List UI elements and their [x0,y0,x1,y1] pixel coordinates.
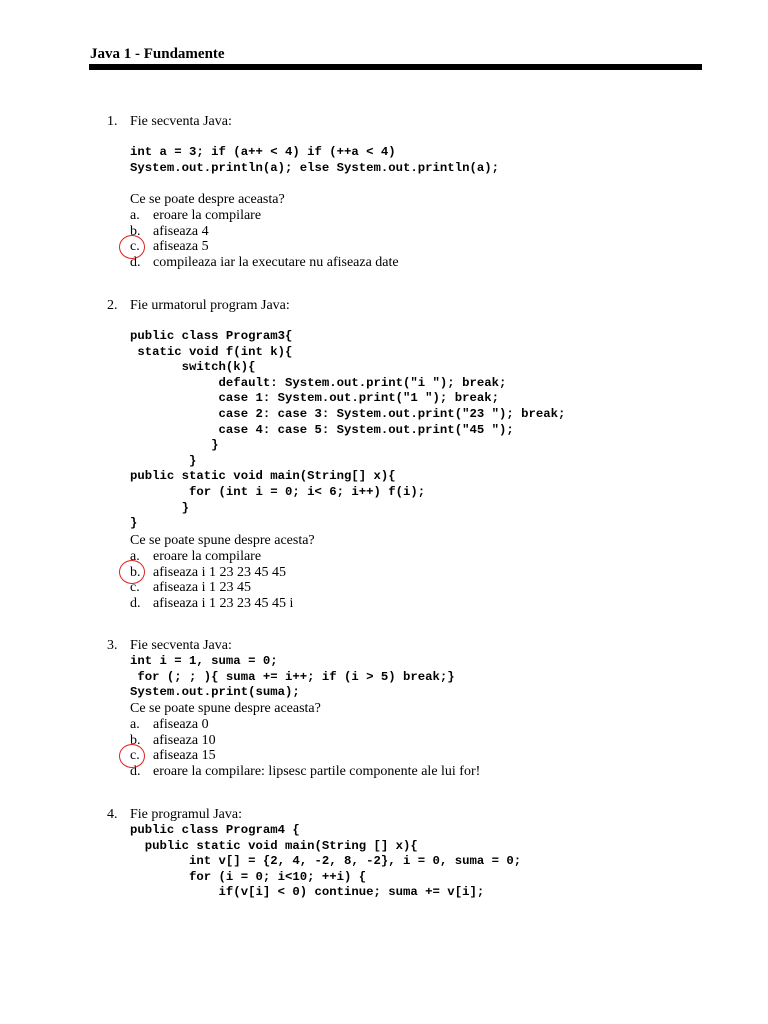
option-letter: d. [130,763,141,779]
header-rule [89,64,702,70]
question-intro: Fie urmatorul program Java: [130,298,290,313]
option-text: eroare la compilare: lipsesc partile componente ale lui for! [153,763,481,779]
question-number: 3. [107,638,118,653]
option-letter: b. [130,732,141,748]
option-text: afiseaza i 1 23 45 [153,580,251,596]
question-number: 4. [107,807,118,822]
question-intro: Fie secventa Java: [130,114,232,129]
option-text: compileaza iar la executare nu afiseaza date [153,254,399,270]
answer-circle-mark [119,235,145,259]
option-text: afiseaza 10 [153,732,216,748]
option-text: eroare la compilare [153,549,262,564]
option-letter: d. [130,595,141,611]
page-title: Java 1 - Fundamente [90,46,225,62]
option-letter: a. [130,208,140,223]
option-text: afiseaza i 1 23 23 45 45 [153,564,286,580]
option-letter: c. [130,239,140,255]
question-number: 2. [107,298,118,313]
option-letter: a. [130,549,140,564]
answer-circle-mark [119,560,145,584]
option-letter: c. [130,748,140,764]
answer-circle-mark [119,744,145,768]
question-prompt: Ce se poate despre aceasta? [130,192,285,207]
option-letter: b. [130,223,141,239]
option-text: afiseaza 15 [153,748,216,764]
option-letter: d. [130,254,141,270]
code-block: public class Program3{ static void f(int k){ switch(k){ default: System.out.print("i "); break; case 1: System.out.print("1 "); break; case 2: case 3: System.out.print("23 "); break; case 4: case 5: System.out.print("45 "); } } public static void main(String[] x){ for (int i = 0; i< 6; i++) f(i); } } [130,329,566,531]
code-block: int a = 3; if (a++ < 4) if (++a < 4) System.out.println(a); else System.out.println(a); [130,145,499,175]
question-prompt: Ce se poate spune despre aceasta? [130,701,321,716]
option-letter: b. [130,564,141,580]
option-text: eroare la compilare [153,208,262,223]
option-letter: c. [130,580,140,596]
option-text: afiseaza 5 [153,239,209,255]
question-intro: Fie programul Java: [130,807,242,822]
code-block: public class Program4 { public static void main(String [] x){ int v[] = {2, 4, -2, 8, -2}, i = 0, suma = 0; for (i = 0; i<10; ++i) { if(v[i] < 0) continue; suma += v[i]; [130,823,522,900]
question-intro: Fie secventa Java: [130,638,232,653]
question-prompt: Ce se poate spune despre acesta? [130,533,315,548]
option-text: afiseaza 4 [153,223,209,239]
option-letter: a. [130,717,140,732]
code-block: int i = 1, suma = 0; for (; ; ){ suma += i++; if (i > 5) break;} System.out.print(suma); [130,654,455,700]
question-number: 1. [107,114,118,129]
option-text: afiseaza i 1 23 23 45 45 i [153,595,294,611]
option-text: afiseaza 0 [153,717,209,732]
